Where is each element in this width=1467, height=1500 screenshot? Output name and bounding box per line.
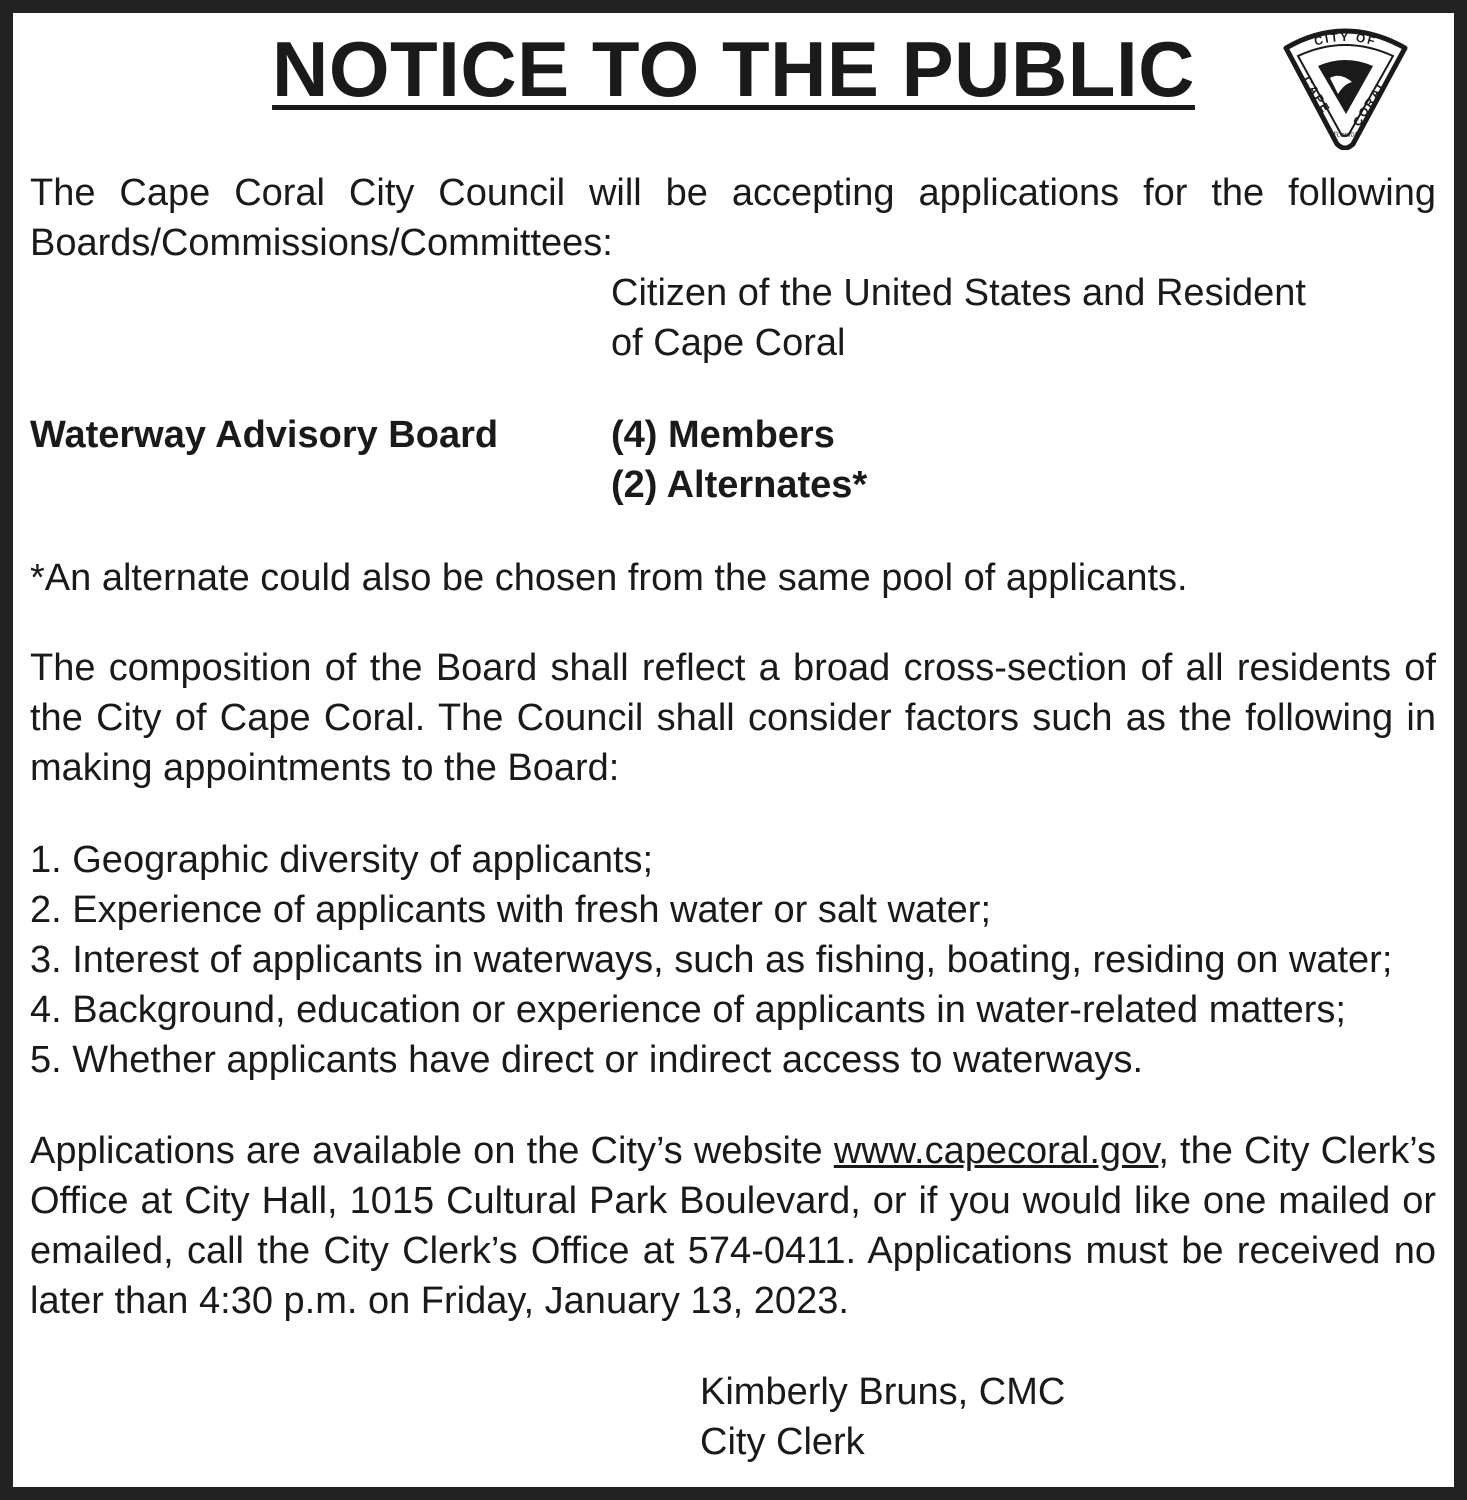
factor-item: 2. Experience of applicants with fresh water or salt water; <box>30 889 992 931</box>
city-website-link[interactable]: www.capecoral.gov <box>833 1130 1159 1172</box>
applications-text-start: Applications are available on the City’s website <box>30 1130 834 1172</box>
page-title: NOTICE TO THE PUBLIC <box>272 25 1195 113</box>
seal-bottom-text: FLORIDA <box>1332 131 1360 140</box>
seal-left-text: CAPE <box>1299 73 1334 117</box>
factor-list <box>30 835 1436 1085</box>
city-seal-logo <box>1278 22 1413 150</box>
signature-title: City Clerk <box>700 1421 865 1463</box>
intro-paragraph: The Cape Coral City Council will be accepting applications for the following Boards/Commissions/Committees: <box>30 172 1436 264</box>
factor-item: 4. Background, education or experience of applicants in water-related matters; <box>30 989 1346 1031</box>
board-alternates: (2) Alternates* <box>611 464 868 506</box>
applications-paragraph <box>30 1126 1436 1326</box>
alternate-footnote: *An alternate could also be chosen from the same pool of applicants. <box>30 557 1188 599</box>
board-members: (4) Members <box>611 414 835 456</box>
seal-right-text: CORAL <box>1349 76 1390 129</box>
requirement-line-2: of Cape Coral <box>611 322 846 364</box>
factor-item: 3. Interest of applicants in waterways, such as fishing, boating, residing on water; <box>30 939 1393 981</box>
svg-text:FLORIDA <box>1333 132 1360 140</box>
factor-item: 5. Whether applicants have direct or indirect access to waterways. <box>30 1039 1144 1081</box>
signature-name: Kimberly Bruns, CMC <box>700 1371 1066 1413</box>
seal-top-text: CITY OF <box>1312 29 1379 49</box>
applications-text-end: , the City Clerk’s Office at City Hall, 1015 Cultural Park Boulevard, or if you would like one mailed or emailed, call the City Clerk’s Office at 574-0411. Applications must be received no later than 4:30 p.m. on Friday, January 13, 2023. <box>30 1130 1436 1322</box>
factor-item: 1. Geographic diversity of applicants; <box>30 839 654 881</box>
board-name: Waterway Advisory Board <box>30 414 499 456</box>
requirement-line-1: Citizen of the United States and Resident <box>611 272 1306 314</box>
composition-paragraph: The composition of the Board shall reflect a broad cross-section of all residents of the City of Cape Coral. The Council shall consider factors such as the following in making appointments to the Board: <box>30 647 1436 789</box>
